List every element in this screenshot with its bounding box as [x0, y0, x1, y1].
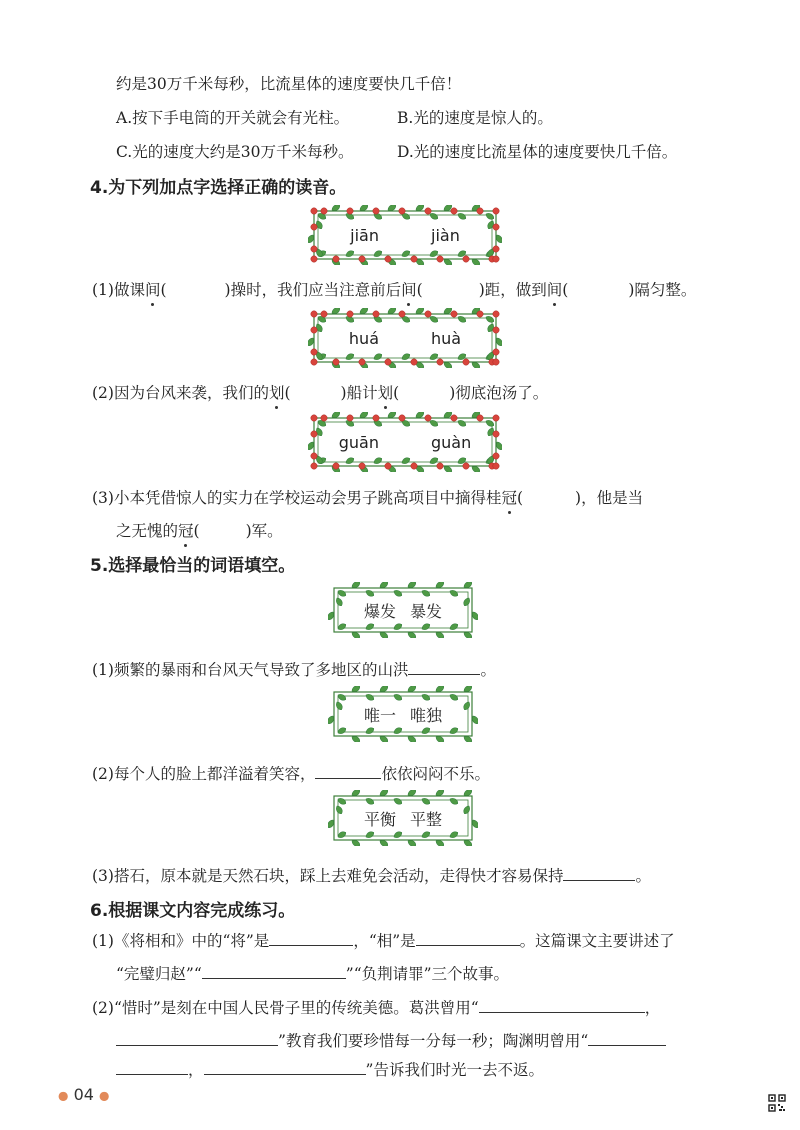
answer-blank[interactable]	[269, 931, 353, 946]
q6-line-3: (2)“惜时”是刻在中国人民骨子里的传统美德。葛洪曾用“ ，	[92, 999, 661, 1017]
answer-blank[interactable]	[315, 764, 381, 779]
q3-continuation: 约是30万千米每秒，比流星体的速度要快几千倍！	[116, 75, 462, 93]
question-4-title: 4.为下列加点字选择正确的读音。	[90, 178, 347, 198]
word-box-3	[328, 790, 478, 846]
q6-line-4: ”教育我们要珍惜每一分每一秒；陶渊明曾用“	[116, 1029, 666, 1051]
dot-icon: ●	[58, 1088, 69, 1103]
answer-blank[interactable]	[116, 1031, 278, 1046]
pinyin-box-3	[308, 412, 502, 472]
q6-line-5: ， ”告诉我们时光一去不返。	[116, 1058, 544, 1080]
q4-line-2: (2)因为台风来袭，我们的划( )船计划( )彻底泡汤了。	[92, 381, 548, 403]
answer-blank[interactable]	[563, 866, 635, 881]
q5-line-2: (2)每个人的脸上都洋溢着笑容， 依依闷闷不乐。	[92, 765, 490, 783]
pinyin-option-2: jiàn	[431, 225, 460, 245]
pinyin-option-2: huà	[431, 328, 462, 348]
dotted-char: 间	[401, 278, 417, 300]
word-box-2	[328, 686, 478, 742]
word-option-2: 平整	[410, 809, 443, 829]
dotted-char: 间	[547, 278, 563, 300]
answer-blank[interactable]	[408, 660, 480, 675]
qr-code-icon	[768, 1094, 786, 1112]
pinyin-option-1: huá	[348, 328, 379, 348]
question-5-title: 5.选择最恰当的词语填空。	[90, 556, 296, 576]
pinyin-box-1	[308, 205, 502, 265]
dotted-char: 冠	[178, 519, 194, 541]
answer-blank[interactable]	[588, 1031, 666, 1046]
pinyin-option-1: jiān	[350, 225, 379, 245]
word-box-1	[328, 582, 478, 638]
q6-line-2: “完璧归赵”“ ”“负荆请罪”三个故事。	[116, 965, 510, 983]
dot-icon: ●	[99, 1088, 110, 1103]
option-d[interactable]: D.光的速度比流星体的速度要快几千倍。	[397, 143, 678, 161]
answer-blank[interactable]	[202, 964, 346, 979]
question-6-title: 6.根据课文内容完成练习。	[90, 901, 296, 921]
word-option-1: 爆发	[363, 601, 396, 621]
answer-blank[interactable]	[204, 1060, 366, 1075]
word-option-2: 唯独	[410, 705, 443, 725]
dotted-char: 划	[378, 381, 394, 403]
q4-line-3b: 之无愧的冠( )军。	[116, 519, 283, 541]
option-c[interactable]: C.光的速度大约是30万千米每秒。	[116, 143, 354, 161]
pinyin-option-2: guàn	[431, 432, 472, 452]
dotted-char: 间	[145, 278, 161, 300]
answer-blank[interactable]	[416, 931, 520, 946]
q5-line-1: (1)频繁的暴雨和台风天气导致了多地区的山洪 。	[92, 661, 496, 679]
pinyin-option-1: guān	[338, 432, 379, 452]
answer-blank[interactable]	[116, 1060, 188, 1075]
word-option-1: 唯一	[363, 705, 396, 725]
answer-blank[interactable]	[479, 998, 645, 1013]
q4-line-3: (3)小本凭借惊人的实力在学校运动会男子跳高项目中摘得桂冠( )，他是当	[92, 486, 643, 508]
option-b[interactable]: B.光的速度是惊人的。	[397, 109, 553, 127]
pinyin-box-2	[308, 308, 502, 368]
q6-line-1: (1)《将相和》中的“将”是 ，“相”是 。这篇课文主要讲述了	[92, 932, 675, 950]
dotted-char: 冠	[501, 486, 517, 508]
page-number: ● 04 ●	[58, 1085, 110, 1104]
q5-line-3: (3)搭石，原本就是天然石块，踩上去难免会活动，走得快才容易保持 。	[92, 867, 651, 885]
option-a[interactable]: A.按下手电筒的开关就会有光柱。	[116, 109, 350, 127]
q4-line-1: (1)做课间( )操时，我们应当注意前后间( )距，做到间( )隔匀整。	[92, 278, 696, 300]
dotted-char: 划	[269, 381, 285, 403]
word-option-2: 暴发	[410, 601, 443, 621]
word-option-1: 平衡	[363, 809, 396, 829]
